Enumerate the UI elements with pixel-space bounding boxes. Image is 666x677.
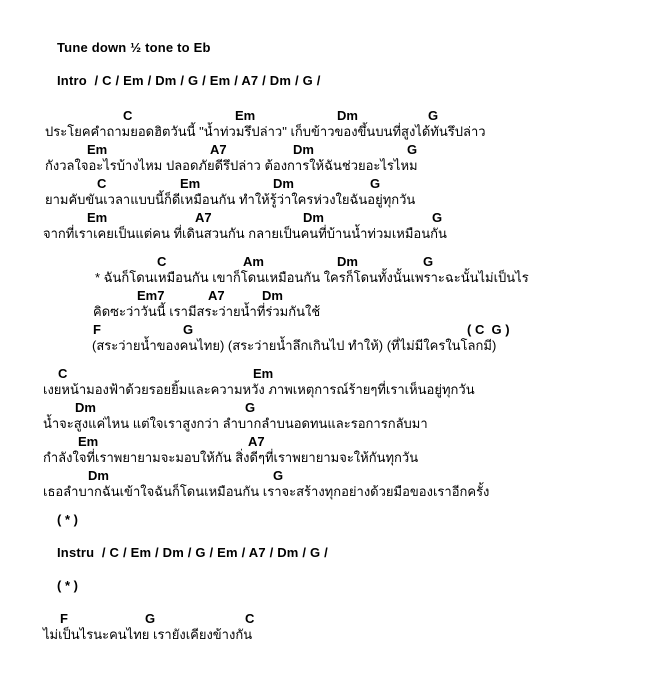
verse2-line3 — [0, 434, 666, 466]
chord: A7 — [210, 142, 227, 157]
chord: C — [123, 108, 133, 123]
chord: Dm — [88, 468, 109, 483]
chord: A7 — [195, 210, 212, 225]
chorus-line3 — [0, 322, 666, 354]
chord: Dm — [303, 210, 324, 225]
lyric-line: ยามคับขันเวลาแบบนี้ก็ดีเหมือนกัน ทำให้รู้ว่าใครห่วงใยฉันอยู่ทุกวัน — [45, 192, 416, 207]
chord: Em — [87, 142, 108, 157]
lyric-line: กำลังใจที่เราพยายามจะมอบให้กัน สิ่งดีๆที่เราพยายามจะให้กันทุกวัน — [43, 450, 419, 465]
section-gap — [0, 244, 666, 254]
chord: Dm — [337, 108, 358, 123]
chord-row — [0, 366, 666, 382]
chord: Em — [235, 108, 256, 123]
chord: G — [428, 108, 439, 123]
chord: Em7 — [137, 288, 165, 303]
chord: Em — [180, 176, 201, 191]
chord: G — [407, 142, 418, 157]
chord: G — [432, 210, 443, 225]
verse2-line2 — [0, 400, 666, 432]
chord-row — [0, 322, 666, 338]
instru-line: Instru / C / Em / Dm / G / Em / A7 / Dm / G / — [57, 545, 328, 560]
verse2-line4 — [0, 468, 666, 500]
chord-row — [0, 288, 666, 304]
chord-row — [0, 108, 666, 124]
verse1-line4 — [0, 210, 666, 242]
verse2-line1 — [0, 366, 666, 398]
chord: G — [423, 254, 434, 269]
section-gap — [0, 502, 666, 512]
chord: G — [273, 468, 284, 483]
chord: Dm — [293, 142, 314, 157]
lyric-line: เธอลำบากฉันเข้าใจฉันก็โดนเหมือนกัน เราจะสร้างทุกอย่างด้วยมือของเราอีกครั้ง — [43, 484, 490, 499]
lyric-line: เงยหน้ามองฟ้าด้วยรอยยิ้มและความหวัง ภาพเหตุการณ์ร้ายๆที่เราเห็นอยู่ทุกวัน — [43, 382, 475, 397]
chord: Dm — [75, 400, 96, 415]
section-gap — [0, 356, 666, 366]
chord: Dm — [273, 176, 294, 191]
chord: G — [370, 176, 381, 191]
chord: Dm — [337, 254, 358, 269]
chord-row — [0, 400, 666, 416]
chord-row — [0, 434, 666, 450]
song-body — [0, 108, 666, 643]
intro-line: Intro / C / Em / Dm / G / Em / A7 / Dm / G / — [57, 73, 321, 88]
chord: C — [58, 366, 68, 381]
chord: C — [97, 176, 107, 191]
outro-line — [0, 611, 666, 643]
chord: A7 — [208, 288, 225, 303]
chord: F — [93, 322, 101, 337]
lyric-line: จากที่เราเคยเป็นแต่คน ที่เดินสวนกัน กลายเป็นคนที่บ้านน้ำท่วมเหมือนกัน — [43, 226, 447, 241]
tuning-note: Tune down ½ tone to Eb — [57, 40, 211, 55]
lyric-line: * ฉันก็โดนเหมือนกัน เขาก็โดนเหมือนกัน ใครก็โดนทั้งนั้นเพราะฉะนั้นไม่เป็นไร — [95, 270, 529, 285]
chord-row — [0, 468, 666, 484]
lyric-line: ประโยคคำถามยอดฮิตวันนี้ "น้ำท่วมรึปล่าว" เก็บข้าวของขึ้นบนที่สูงได้ทันรึปล่าว — [45, 124, 486, 139]
chord: Dm — [262, 288, 283, 303]
lyric-line: (สระว่ายน้ำของคนไทย) (สระว่ายน้ำลึกเกินไป ทำให้) (ที่ไม่มีใครในโลกมี) — [92, 338, 497, 353]
chord: F — [60, 611, 68, 626]
chord: C — [157, 254, 167, 269]
lyric-line: ไม่เป็นไรนะคนไทย เรายังเคียงข้างกัน — [43, 627, 253, 642]
chord: Am — [243, 254, 264, 269]
chord-row — [0, 611, 666, 627]
repeat-chorus-mark-2: ( * ) — [57, 578, 78, 593]
chord: Em — [253, 366, 274, 381]
chord: C — [245, 611, 255, 626]
chorus-line2 — [0, 288, 666, 320]
verse1-line2 — [0, 142, 666, 174]
chord-row — [0, 176, 666, 192]
verse1-line3 — [0, 176, 666, 208]
chord: Em — [87, 210, 108, 225]
chord-row — [0, 142, 666, 158]
lyric-line: คิดซะว่าวันนี้ เรามีสระว่ายน้ำที่ร่วมกันใช้ — [93, 304, 321, 319]
chord-row — [0, 210, 666, 226]
chord: G — [245, 400, 256, 415]
chorus-line1 — [0, 254, 666, 286]
verse1-line1 — [0, 108, 666, 140]
chord: A7 — [248, 434, 265, 449]
repeat-chorus-mark-1: ( * ) — [57, 512, 78, 527]
chord: Em — [78, 434, 99, 449]
chord: ( C G ) — [467, 322, 510, 337]
chord-row — [0, 254, 666, 270]
chord: G — [145, 611, 156, 626]
lyric-line: กังวลใจอะไรบ้างไหม ปลอดภัยดีรึปล่าว ต้องการให้ฉันช่วยอะไรไหม — [45, 158, 418, 173]
lyric-line: น้ำจะสูงแค่ไหน แต่ใจเราสูงกว่า ลำบากลำบนอดทนและรอการกลับมา — [43, 416, 428, 431]
chord: G — [183, 322, 194, 337]
